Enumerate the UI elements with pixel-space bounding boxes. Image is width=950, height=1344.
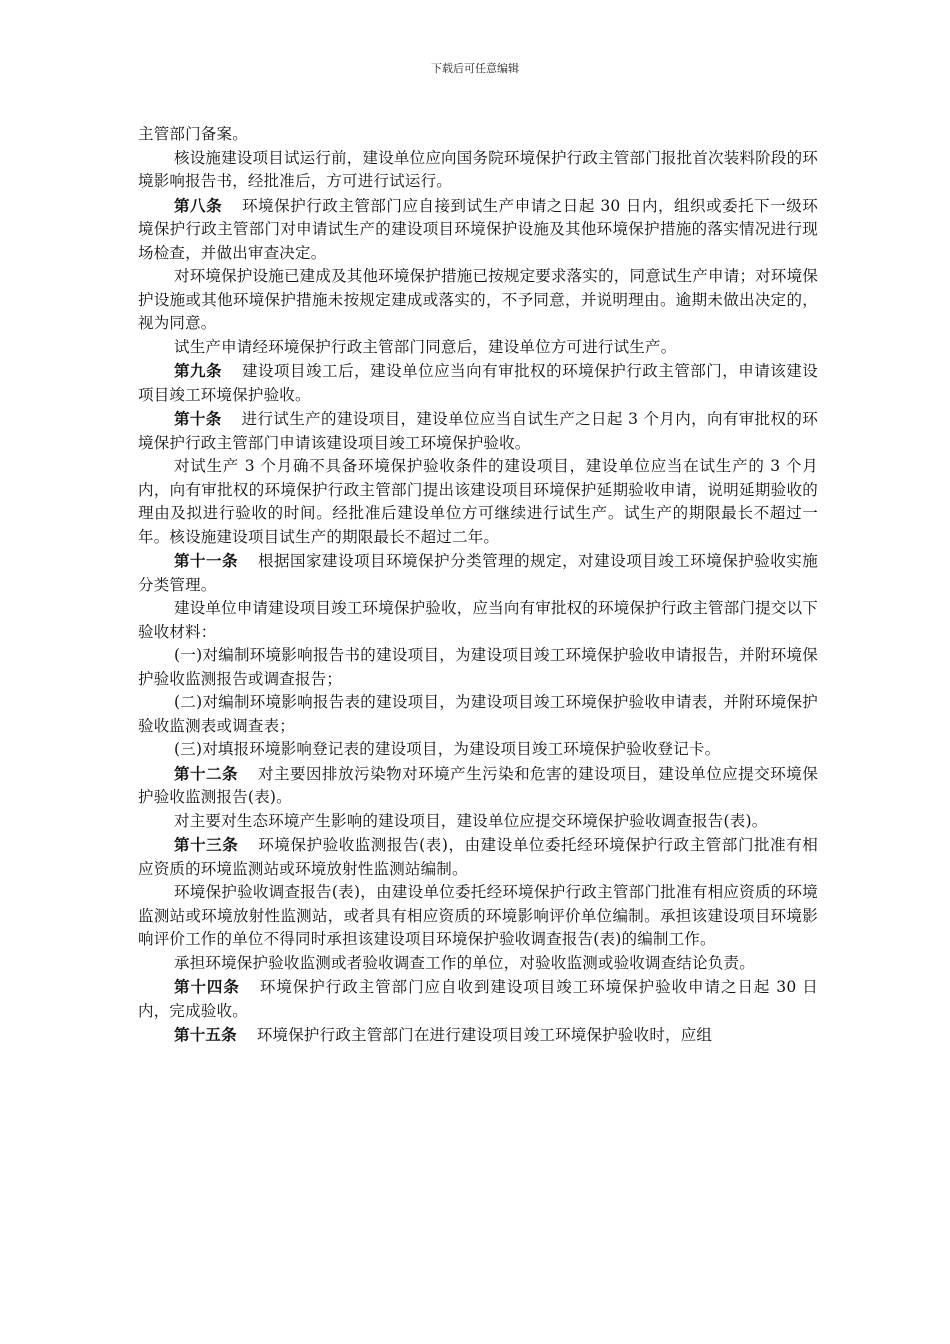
article-label: 第十二条 xyxy=(174,763,239,783)
document-body xyxy=(138,123,818,1048)
paragraph-text: 建设单位申请建设项目竣工环境保护验收，应当向有审批权的环境保护行政主管部门提交以下验收材料： xyxy=(138,599,818,641)
paragraph-text: 进行试生产的建设项目，建设单位应当自试生产之日起 3 个月内，向有审批权的环境保护行政主管部门申请该建设项目竣工环境保护验收。 xyxy=(138,410,818,452)
paragraph-text: (三)对填报环境影响登记表的建设项目，为建设项目竣工环境保护验收登记卡。 xyxy=(174,740,721,758)
paragraph xyxy=(138,833,818,881)
paragraph-text: 环境保护验收调查报告(表)，由建设单位委托经环境保护行政主管部门批准有相应资质的环境监测站或环境放射性监测站，或者具有相应资质的环境影响评价单位编制。承担该建设项目环境影响评价工作的单位不得同时承担该建设项目环境保护验收调查报告(表)的编制工作。 xyxy=(138,883,818,948)
paragraph xyxy=(138,123,818,147)
paragraph xyxy=(138,810,818,834)
paragraph-text: (二)对编制环境影响报告表的建设项目，为建设项目竣工环境保护验收申请表，并附环境保护验收监测表或调查表； xyxy=(138,693,818,735)
paragraph xyxy=(138,265,818,336)
paragraph-text: 环境保护行政主管部门在进行建设项目竣工环境保护验收时，应组 xyxy=(256,1026,713,1044)
paragraph xyxy=(138,762,818,810)
paragraph xyxy=(138,336,818,360)
article-label: 第十五条 xyxy=(174,1025,237,1044)
paragraph-text: 对试生产 3 个月确不具备环境保护验收条件的建设项目，建设单位应当在试生产的 3 个月内，向有审批权的环境保护行政主管部门提出该建设项目环境保护延期验收申请，说明延期验收的理由及拟进行验收的时间。经批准后建设单位方可继续进行试生产。试生产的期限最长不超过一年。核设施建设项目试生产的期限最长不超过二年。 xyxy=(138,457,818,546)
paragraph xyxy=(138,738,818,762)
paragraph-text: 主管部门备案。 xyxy=(138,125,248,143)
paragraph xyxy=(138,359,818,407)
paragraph-text: 建设项目竣工后，建设单位应当向有审批权的环境保护行政主管部门，申请该建设项目竣工环境保护验收。 xyxy=(138,362,818,404)
paragraph xyxy=(138,549,818,597)
paragraph-text: 试生产申请经环境保护行政主管部门同意后，建设单位方可进行试生产。 xyxy=(174,337,677,356)
paragraph-text: 承担环境保护验收监测或者验收调查工作的单位，对验收监测或验收调查结论负责。 xyxy=(174,953,755,972)
paragraph xyxy=(138,597,818,644)
article-label: 第十三条 xyxy=(174,835,239,854)
paragraph-text: 环境保护行政主管部门应自接到试生产申请之日起 30 日内，组织或委托下一级环境保护行政主管部门对申请试生产的建设项目环境保护设施及其他环境保护措施的落实情况进行现场检查，并做出审查决定。 xyxy=(138,196,818,262)
article-label: 第十一条 xyxy=(174,551,239,570)
paragraph-text: 对环境保护设施已建成及其他环境保护措施已按规定要求落实的，同意试生产申请；对环境保护设施或其他环境保护措施未按规定建成或落实的，不予同意，并说明理由。逾期未做出决定的，视为同意。 xyxy=(138,267,818,332)
paragraph-text: (一)对编制环境影响报告书的建设项目，为建设项目竣工环境保护验收申请报告，并附环境保护验收监测报告或调查报告； xyxy=(138,646,818,688)
paragraph xyxy=(138,952,818,976)
paragraph xyxy=(138,455,818,549)
paragraph xyxy=(138,194,818,266)
paragraph-text: 对主要因排放污染物对环境产生污染和危害的建设项目，建设单位应提交环境保护验收监测报告(表)。 xyxy=(138,764,818,806)
paragraph-text: 环境保护验收监测报告(表)，由建设单位委托经环境保护行政主管部门批准有相应资质的环境监测站或环境放射性监测站编制。 xyxy=(138,836,818,878)
article-label: 第八条 xyxy=(174,195,223,215)
paragraph-text: 对主要对生态环境产生影响的建设项目，建设单位应提交环境保护验收调查报告(表)。 xyxy=(174,811,768,830)
paragraph xyxy=(138,975,818,1023)
article-label: 第十四条 xyxy=(174,977,240,996)
page-header: 下载后可任意编辑 xyxy=(431,62,519,75)
paragraph-text: 根据国家建设项目环境保护分类管理的规定，对建设项目竣工环境保护验收实施分类管理。 xyxy=(138,552,818,594)
paragraph xyxy=(138,881,818,952)
paragraph xyxy=(138,407,818,455)
paragraph xyxy=(138,691,818,738)
article-label: 第九条 xyxy=(174,361,223,380)
paragraph-text: 环境保护行政主管部门应自收到建设项目竣工环境保护验收申请之日起 30 日内，完成验收。 xyxy=(138,978,818,1020)
paragraph xyxy=(138,147,818,194)
paragraph xyxy=(138,1023,818,1048)
paragraph xyxy=(138,644,818,691)
paragraph-text: 核设施建设项目试运行前，建设单位应向国务院环境保护行政主管部门报批首次装料阶段的环境影响报告书，经批准后，方可进行试运行。 xyxy=(138,148,818,190)
article-label: 第十条 xyxy=(174,409,222,428)
